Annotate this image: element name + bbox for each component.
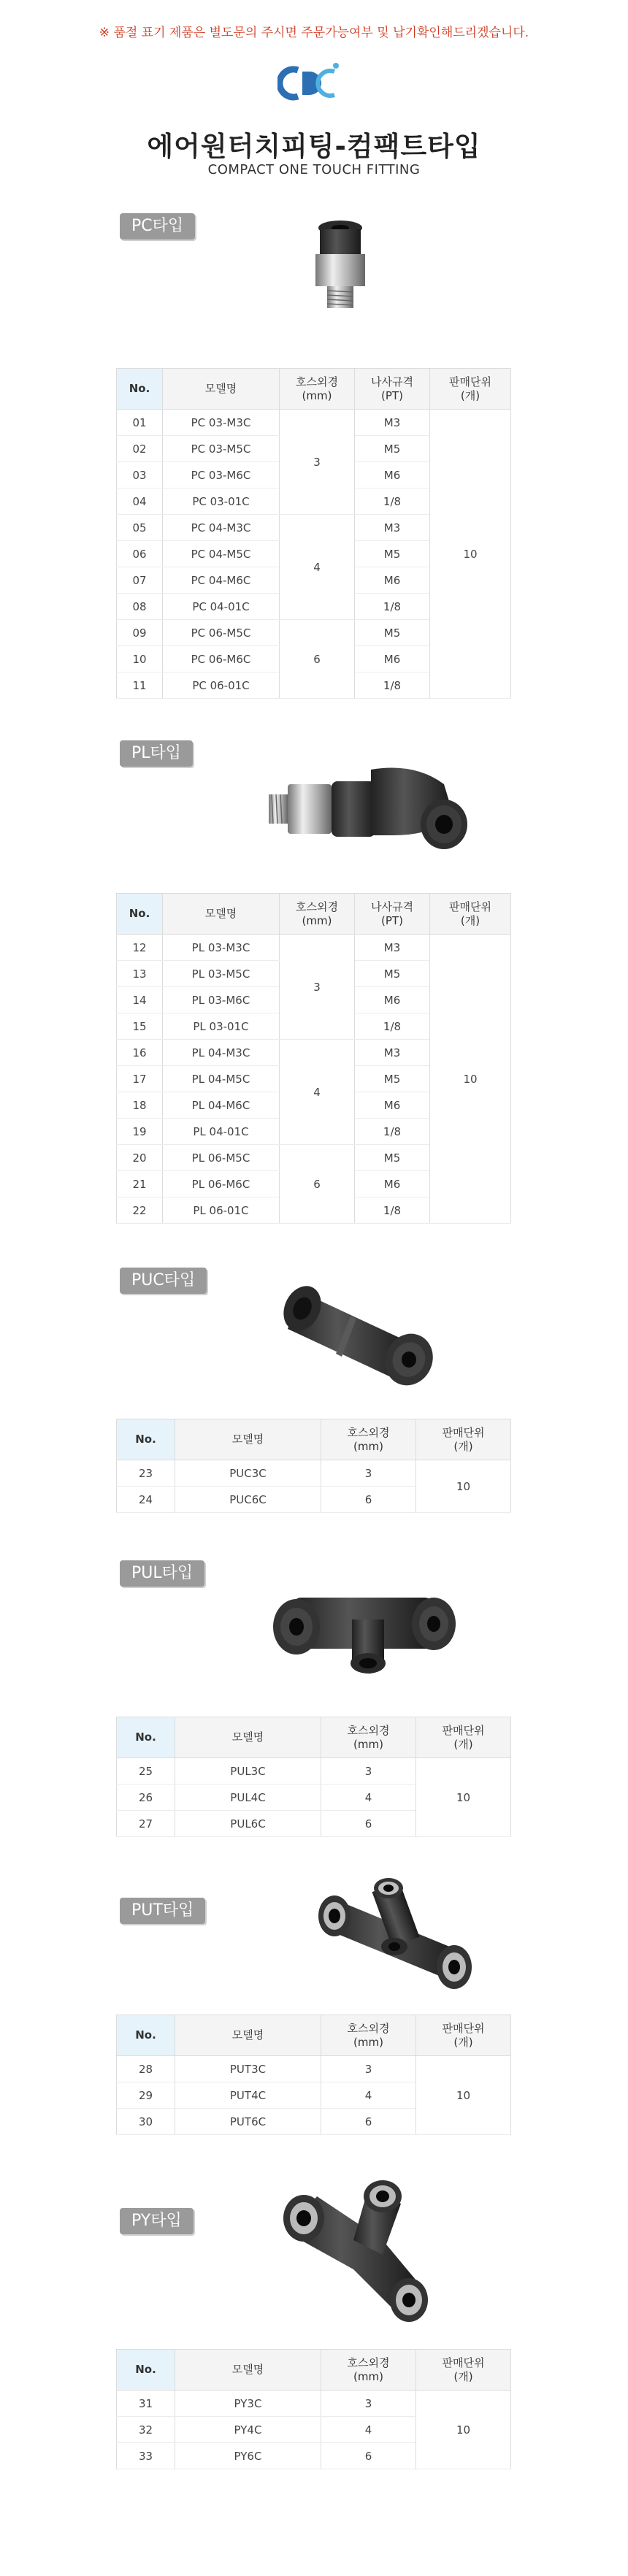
header-unit: 판매단위 (개) [416, 2350, 511, 2391]
cell-thread: M6 [355, 567, 430, 594]
cell-no: 15 [117, 1013, 163, 1040]
cell-no: 16 [117, 1040, 163, 1066]
cell-no: 32 [117, 2417, 175, 2443]
cell-no: 10 [117, 646, 163, 672]
cell-model: PL 06-M6C [163, 1171, 280, 1197]
header-no: No. [117, 2350, 175, 2391]
page-subtitle: COMPACT ONE TOUCH FITTING [207, 162, 421, 177]
cell-no: 01 [117, 410, 163, 436]
cell-model: PUT4C [175, 2082, 321, 2109]
cell-model: PL 04-M6C [163, 1092, 280, 1119]
cell-model: PC 03-M6C [163, 462, 280, 488]
cell-hose: 3 [280, 410, 355, 515]
cell-model: PL 06-M5C [163, 1145, 280, 1171]
table-header-row [117, 1419, 511, 1460]
table-row [117, 410, 511, 436]
cell-model: PC 03-M3C [163, 410, 280, 436]
cdc-logo [277, 60, 351, 108]
header-no: No. [117, 2015, 175, 2056]
cell-unit: 10 [416, 2391, 511, 2469]
header-model: 모델명 [175, 1419, 321, 1460]
cell-thread: M5 [355, 961, 430, 987]
cell-hose: 4 [280, 515, 355, 620]
table-header-row [117, 369, 511, 410]
table-row [117, 2391, 511, 2417]
cell-hose: 4 [280, 1040, 355, 1145]
cell-model: PUC6C [175, 1487, 321, 1513]
cell-model: PC 04-M3C [163, 515, 280, 541]
cell-thread: 1/8 [355, 1197, 430, 1224]
cell-model: PY6C [175, 2443, 321, 2469]
header-thread: 나사규격 (PT) [355, 894, 430, 935]
cell-no: 12 [117, 935, 163, 961]
cell-thread: 1/8 [355, 672, 430, 699]
cell-thread: M5 [355, 436, 430, 462]
cell-unit: 10 [416, 2056, 511, 2135]
cell-model: PC 04-M5C [163, 541, 280, 567]
table-header-row [117, 2350, 511, 2391]
header-hose: 호스외경 (mm) [321, 2015, 416, 2056]
header-thread: 나사규격 (PT) [355, 369, 430, 410]
cell-hose: 3 [321, 1460, 416, 1487]
table-row [117, 935, 511, 961]
header-hose: 호스외경 (mm) [321, 2350, 416, 2391]
cell-no: 18 [117, 1092, 163, 1119]
cell-no: 19 [117, 1119, 163, 1145]
cell-thread: M5 [355, 541, 430, 567]
cell-thread: M6 [355, 1171, 430, 1197]
cell-model: PUL6C [175, 1811, 321, 1837]
cell-thread: M5 [355, 1145, 430, 1171]
cell-no: 05 [117, 515, 163, 541]
cell-thread: 1/8 [355, 594, 430, 620]
cell-thread: M6 [355, 462, 430, 488]
cell-model: PL 03-M5C [163, 961, 280, 987]
table-row [117, 2056, 511, 2082]
cell-unit: 10 [416, 1758, 511, 1837]
cell-no: 20 [117, 1145, 163, 1171]
cell-hose: 6 [321, 2443, 416, 2469]
header-hose: 호스외경 (mm) [321, 1717, 416, 1758]
cell-model: PC 03-01C [163, 488, 280, 515]
section-tag-pc: PC타입 [120, 213, 195, 239]
cell-model: PL 04-M5C [163, 1066, 280, 1092]
table-header-row [117, 2015, 511, 2056]
header-unit: 판매단위 (개) [416, 1717, 511, 1758]
spec-table-py [116, 2349, 511, 2469]
header-hose: 호스외경 (mm) [280, 894, 355, 935]
cell-thread: M3 [355, 1040, 430, 1066]
pul-fitting-image [264, 1568, 462, 1685]
cell-model: PL 04-01C [163, 1119, 280, 1145]
cell-model: PC 06-01C [163, 672, 280, 699]
cell-model: PL 03-M6C [163, 987, 280, 1013]
cell-no: 17 [117, 1066, 163, 1092]
cell-hose: 4 [321, 2082, 416, 2109]
cell-model: PL 06-01C [163, 1197, 280, 1224]
cell-hose: 3 [321, 1758, 416, 1785]
cell-no: 22 [117, 1197, 163, 1224]
py-fitting-image [273, 2174, 441, 2328]
header-hose: 호스외경 (mm) [321, 1419, 416, 1460]
cell-model: PUT3C [175, 2056, 321, 2082]
header-unit: 판매단위 (개) [430, 894, 511, 935]
cell-model: PUL3C [175, 1758, 321, 1785]
section-tag-put: PUT타입 [120, 1898, 205, 1924]
header-no: No. [117, 894, 163, 935]
cell-model: PY4C [175, 2417, 321, 2443]
cell-hose: 6 [321, 2109, 416, 2135]
puc-fitting-image [280, 1270, 448, 1395]
header-model: 모델명 [175, 1717, 321, 1758]
section-tag-pl: PL타입 [120, 740, 193, 767]
cell-model: PL 03-M3C [163, 935, 280, 961]
cell-hose: 6 [321, 1811, 416, 1837]
header-model: 모델명 [163, 369, 280, 410]
cell-model: PC 04-01C [163, 594, 280, 620]
cell-model: PL 03-01C [163, 1013, 280, 1040]
header-unit: 판매단위 (개) [416, 2015, 511, 2056]
cell-no: 29 [117, 2082, 175, 2109]
cell-no: 04 [117, 488, 163, 515]
cell-no: 33 [117, 2443, 175, 2469]
cell-no: 08 [117, 594, 163, 620]
cell-thread: M5 [355, 1066, 430, 1092]
cell-no: 24 [117, 1487, 175, 1513]
cell-model: PUT6C [175, 2109, 321, 2135]
cell-unit: 10 [430, 410, 511, 699]
cell-hose: 3 [321, 2391, 416, 2417]
header-model: 모델명 [163, 894, 280, 935]
cell-model: PUC3C [175, 1460, 321, 1487]
cell-thread: 1/8 [355, 488, 430, 515]
cell-no: 28 [117, 2056, 175, 2082]
cell-no: 07 [117, 567, 163, 594]
cell-no: 23 [117, 1460, 175, 1487]
cell-model: PY3C [175, 2391, 321, 2417]
cell-hose: 6 [280, 620, 355, 699]
cell-no: 09 [117, 620, 163, 646]
table-header-row [117, 1717, 511, 1758]
cell-no: 26 [117, 1785, 175, 1811]
cell-no: 21 [117, 1171, 163, 1197]
cell-no: 02 [117, 436, 163, 462]
cell-model: PC 06-M6C [163, 646, 280, 672]
header-hose: 호스외경 (mm) [280, 369, 355, 410]
pc-fitting-image [289, 216, 391, 318]
cell-no: 30 [117, 2109, 175, 2135]
cell-no: 03 [117, 462, 163, 488]
cell-no: 31 [117, 2391, 175, 2417]
section-tag-pul: PUL타입 [120, 1560, 204, 1587]
cell-thread: M6 [355, 987, 430, 1013]
spec-table-pc [116, 368, 511, 699]
put-fitting-image [314, 1871, 475, 2002]
cell-hose: 6 [280, 1145, 355, 1224]
cell-no: 14 [117, 987, 163, 1013]
cell-no: 06 [117, 541, 163, 567]
header-no: No. [117, 1419, 175, 1460]
header-model: 모델명 [175, 2015, 321, 2056]
cell-hose: 6 [321, 1487, 416, 1513]
cell-hose: 4 [321, 2417, 416, 2443]
cell-no: 13 [117, 961, 163, 987]
cell-thread: M6 [355, 1092, 430, 1119]
cell-thread: M5 [355, 620, 430, 646]
spec-table-pl [116, 893, 511, 1224]
cell-no: 11 [117, 672, 163, 699]
cell-unit: 10 [416, 1460, 511, 1513]
spec-table-pul [116, 1717, 511, 1837]
page-title: 에어원터치피팅-컴팩트타입 [147, 131, 481, 162]
section-tag-puc: PUC타입 [120, 1268, 207, 1294]
header-unit: 판매단위 (개) [416, 1419, 511, 1460]
spec-table-put [116, 2015, 511, 2135]
header-unit: 판매단위 (개) [430, 369, 511, 410]
spec-table-puc [116, 1419, 511, 1513]
cell-no: 27 [117, 1811, 175, 1837]
cell-thread: 1/8 [355, 1119, 430, 1145]
header-no: No. [117, 1717, 175, 1758]
cell-hose: 4 [321, 1785, 416, 1811]
section-tag-py: PY타입 [120, 2208, 194, 2234]
cell-thread: M6 [355, 646, 430, 672]
cell-thread: M3 [355, 935, 430, 961]
header-no: No. [117, 369, 163, 410]
cell-no: 25 [117, 1758, 175, 1785]
cell-thread: M3 [355, 515, 430, 541]
cell-unit: 10 [430, 935, 511, 1224]
cell-hose: 3 [321, 2056, 416, 2082]
pl-fitting-image [261, 755, 473, 865]
cell-thread: M3 [355, 410, 430, 436]
cell-model: PC 04-M6C [163, 567, 280, 594]
cell-model: PC 06-M5C [163, 620, 280, 646]
cell-model: PUL4C [175, 1785, 321, 1811]
table-row [117, 1460, 511, 1487]
table-header-row [117, 894, 511, 935]
cell-model: PC 03-M5C [163, 436, 280, 462]
cell-thread: 1/8 [355, 1013, 430, 1040]
notice-text: ※ 품절 표기 제품은 별도문의 주시면 주문가능여부 및 납기확인해드리겠습니다. [99, 26, 529, 40]
cell-hose: 3 [280, 935, 355, 1040]
header-model: 모델명 [175, 2350, 321, 2391]
cell-model: PL 04-M3C [163, 1040, 280, 1066]
table-row [117, 1758, 511, 1785]
